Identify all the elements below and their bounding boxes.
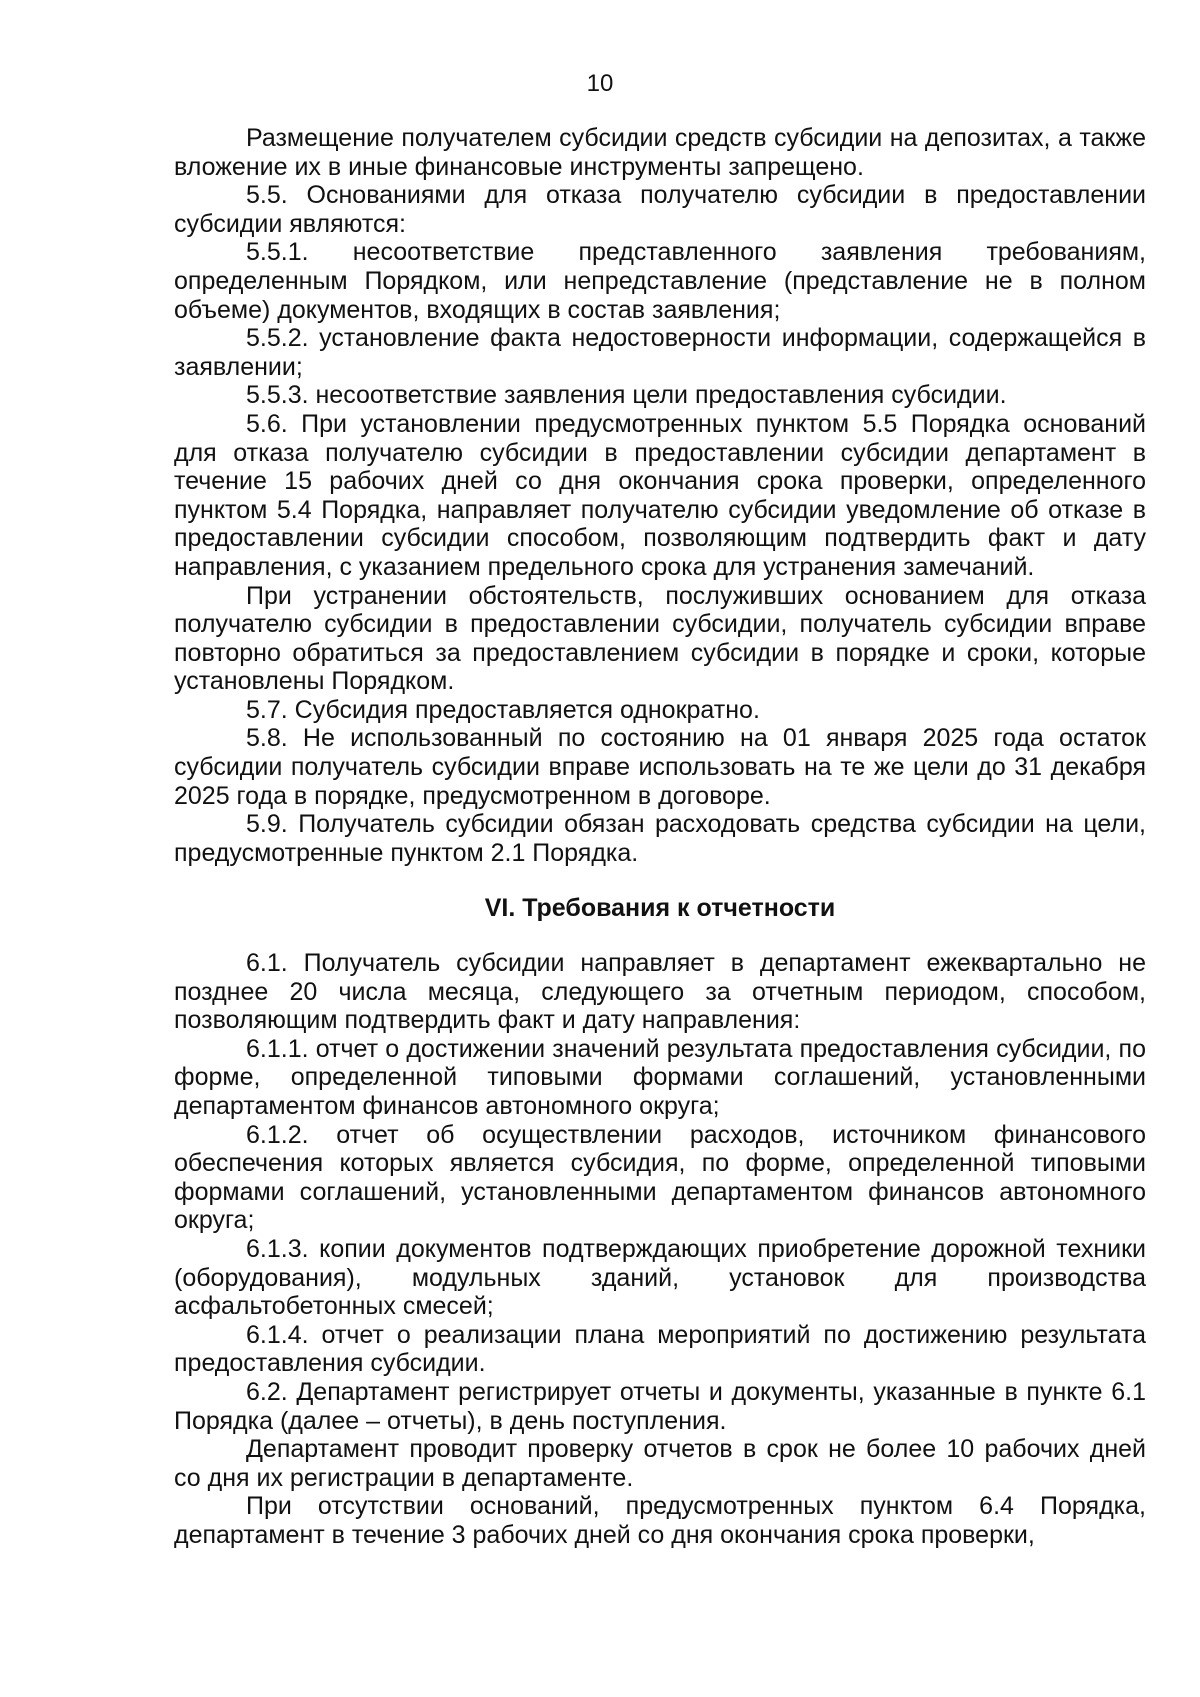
document-body	[174, 124, 1146, 1550]
paragraph: 5.5.3. несоответствие заявления цели предоставления субсидии.	[246, 381, 1007, 410]
paragraph: 6.1. Получатель субсидии направляет в департамент ежеквартально не позднее 20 числа месяца, следующего за отчетным периодом, способом, позволяющим подтвердить факт и дату направления:	[174, 949, 1146, 1035]
paragraph: 6.1.1. отчет о достижении значений результата предоставления субсидии, по форме, определенной типовыми формами соглашений, установленными департаментом финансов автономного округа;	[174, 1034, 1146, 1120]
paragraph: 5.7. Субсидия предоставляется однократно.	[246, 695, 760, 724]
section-heading: VI. Требования к отчетности	[484, 894, 836, 923]
paragraph: 5.8. Не использованный по состоянию на 01 января 2025 года остаток субсидии получатель субсидии вправе использовать на те же цели до 31 декабря 2025 года в порядке, предусмотренном в договоре.	[174, 724, 1146, 810]
paragraph: 6.1.3. копии документов подтверждающих приобретение дорожной техники (оборудования), модульных зданий, установок для производства асфальтобетонных смесей;	[174, 1234, 1146, 1321]
paragraph: Размещение получателем субсидии средств субсидии на депозитах, а также вложение их в иные финансовые инструменты запрещено.	[174, 124, 1146, 181]
paragraph: При устранении обстоятельств, послуживших основанием для отказа получателю субсидии в предоставлении субсидии, получатель субсидии вправе повторно обратиться за предоставлением субсидии в порядке и сроки, которые установлены Порядком.	[174, 581, 1146, 696]
paragraph: 5.5.2. установление факта недостоверности информации, содержащейся в заявлении;	[174, 324, 1146, 381]
page-number: 10	[586, 70, 614, 97]
paragraph: 5.5. Основаниями для отказа получателю субсидии в предоставлении субсидии являются:	[174, 181, 1146, 238]
paragraph: 6.1.2. отчет об осуществлении расходов, источником финансового обеспечения которых является субсидия, по форме, определенной типовыми формами соглашений, установленными департаментом финансов автономного округа;	[174, 1120, 1146, 1235]
paragraph: Департамент проводит проверку отчетов в срок не более 10 рабочих дней со дня их регистрации в департаменте.	[174, 1435, 1146, 1492]
paragraph: 6.1.4. отчет о реализации плана мероприятий по достижению результата предоставления субсидии.	[174, 1320, 1146, 1378]
paragraph: При отсутствии оснований, предусмотренных пунктом 6.4 Порядка, департамент в течение 3 рабочих дней со дня окончания срока проверки,	[174, 1492, 1146, 1549]
paragraph: 6.2. Департамент регистрирует отчеты и документы, указанные в пункте 6.1 Порядка (далее – отчеты), в день поступления.	[174, 1377, 1146, 1435]
paragraph: 5.9. Получатель субсидии обязан расходовать средства субсидии на цели, предусмотренные пунктом 2.1 Порядка.	[174, 810, 1146, 867]
paragraph: 5.5.1. несоответствие представленного заявления требованиям, определенным Порядком, или непредставление (представление не в полном объеме) документов, входящих в состав заявления;	[174, 238, 1146, 324]
paragraph: 5.6. При установлении предусмотренных пунктом 5.5 Порядка оснований для отказа получателю субсидии в предоставлении субсидии департамент в течение 15 рабочих дней со дня окончания срока проверки, определенного пунктом 5.4 Порядка, направляет получателю субсидии уведомление об отказе в предоставлении субсидии способом, позволяющим подтвердить факт и дату направления, с указанием предельного срока для устранения замечаний.	[174, 409, 1146, 581]
